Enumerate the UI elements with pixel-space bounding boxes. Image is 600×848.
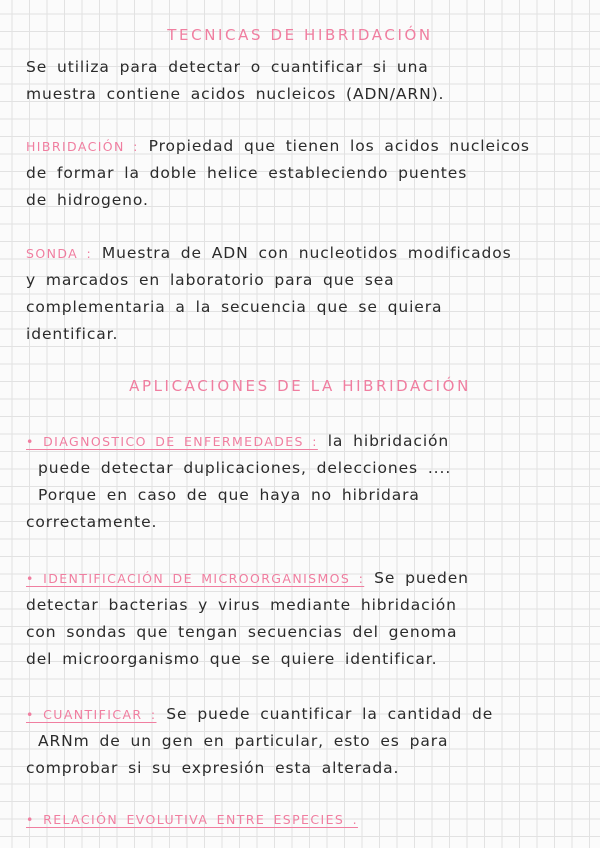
item-text: Se pueden [364,569,469,587]
sonda-term: SONDA : [26,246,93,261]
intro-line: muestra contiene acidos nucleicos (ADN/ARN). [26,85,445,103]
definition-line: de hidrogeno. [26,191,149,209]
identificacion-item [26,565,586,673]
definition-text: Muestra de ADN con nucleotidos modificados [92,244,512,262]
item-line: del microorganismo que se quiere identificar. [26,650,438,668]
item-text: la hibridación [317,432,450,450]
item-line: comprobar si su expresión esta alterada. [26,759,400,777]
definition-line: y marcados en laboratorio para que sea [26,271,395,289]
item-line: con sondas que tengan secuencias del genoma [26,623,458,641]
item-line: correctamente. [26,513,158,531]
intro-line: Se utiliza para detectar o cuantificar si una [26,58,429,76]
definition-text: Propiedad que tienen los acidos nucleicos [138,137,530,155]
main-title: TECNICAS DE HIBRIDACIÓN [167,26,433,44]
hibridacion-term: HIBRIDACIÓN : [26,139,139,154]
definition-line: identificar. [26,325,119,343]
item-line: puede detectar duplicaciones, delecciones .... [38,459,452,477]
cuantificar-term: • CUANTIFICAR : [26,707,157,722]
item-line: Porque en caso de que haya no hibridara [38,486,420,504]
cuantificar-item [26,701,586,782]
intro-paragraph [26,54,586,108]
hibridacion-definition [26,133,586,214]
diagnostico-term: • DIAGNOSTICO DE ENFERMEDADES : [26,434,318,449]
definition-line: complementaria a la secuencia que se quiera [26,298,443,316]
item-line: detectar bacterias y virus mediante hibridación [26,596,457,614]
relacion-term: • RELACIÓN EVOLUTIVA ENTRE ESPECIES . [26,812,358,827]
section-title: APLICACIONES DE LA HIBRIDACIÓN [129,377,471,395]
item-line: ARNm de un gen en particular, esto es para [38,732,449,750]
relacion-item [26,806,586,833]
identificacion-term: • IDENTIFICACIÓN DE MICROORGANISMOS : [26,571,365,586]
item-text: Se puede cuantificar la cantidad de [156,705,494,723]
sonda-definition [26,240,586,348]
definition-line: de formar la doble helice estableciendo puentes [26,164,468,182]
diagnostico-item [26,428,586,536]
